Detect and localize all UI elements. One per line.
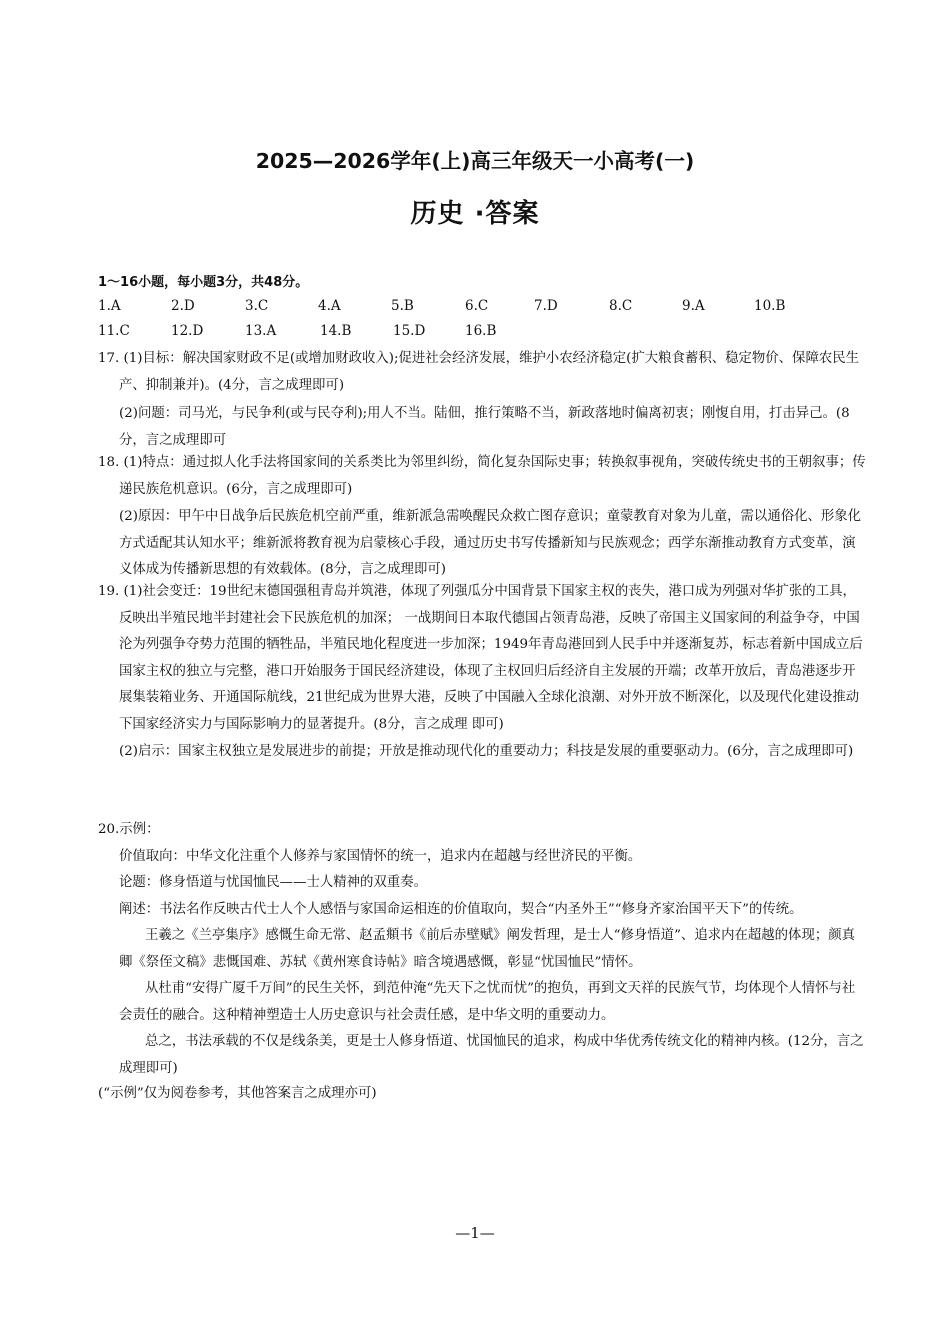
q20-paragraph-1: 王羲之《兰亭集序》感慨生命无常、赵孟頫书《前后赤壁赋》阐发哲理，是士人“修身悟道”、追求内在超越的体现；颜真卿《祭侄文稿》悲慨国难、苏轼《黄州寒食诗帖》暗含境遇感慨，彰显“忧国恤民”情怀。 xyxy=(119,928,855,970)
question-20 xyxy=(98,817,868,1104)
answer-item: 14.B xyxy=(320,323,352,339)
answer-row-2 xyxy=(98,323,818,343)
answer-item: 4.A xyxy=(318,298,341,314)
q18-part2: (2)原因：甲午中日战争后民族危机空前严重，维新派急需唤醒民众救亡图存意识；童蒙教育对象为儿童，需以通俗化、形象化方式适配其认知水平；维新派将教育视为启蒙核心手段，通过历史书写传播新知与民族观念；西学东渐推动教育方式变革，演义体成为传播新思想的有效载体。(8分，言之成理即可) xyxy=(119,509,862,577)
question-18 xyxy=(98,450,868,584)
q19-part1: 19. (1)社会变迁：19世纪末德国强租青岛并筑港，体现了列强瓜分中国背景下国家主权的丧失，港口成为列强对华扩张的工具，反映出半殖民地半封建社会下民族危机的加深； 一战期间日本取代德国占领青岛港，反映了帝国主义国家间的利益争夺，中国沦为列强争夺势力范围的牺牲品，半殖民地化程度进一步加深；1949年青岛港回到人民手中并逐渐复苏，标志着新中国成立后国家主权的独立与完整，港口开始服务于国民经济建设，体现了主权回归后经济自主发展的开端；改革开放后，青岛港逐步开展集装箱业务、开通国际航线，21世纪成为世界大港，反映了中国融入全球化浪潮、对外开放不断深化，以及现代化建设推动下国家经济实力与国际影响力的显著提升。(8分，言之成理 即可) xyxy=(98,584,863,732)
answer-item: 15.D xyxy=(393,323,426,339)
q18-part1: 18. (1)特点：通过拟人化手法将国家间的关系类比为邻里纠纷，简化复杂国际史事；转换叙事视角，突破传统史书的王朝叙事；传递民族危机意识。(6分，言之成理即可) xyxy=(98,455,866,497)
answer-item: 16.B xyxy=(465,323,497,339)
answer-row-1 xyxy=(98,298,818,318)
answer-item: 1.A xyxy=(98,298,121,314)
q17-part1: 17. (1)目标：解决国家财政不足(或增加财政收入);促进社会经济发展，维护小农经济稳定(扩大粮食蓄积、稳定物价、保障农民生产、抑制兼并)。(4分，言之成理即可) xyxy=(98,351,860,393)
answer-item: 12.D xyxy=(171,323,204,339)
question-17 xyxy=(98,346,868,454)
page-number: —1— xyxy=(455,1224,495,1242)
answer-item: 10.B xyxy=(754,298,786,314)
answer-item: 9.A xyxy=(682,298,705,314)
answer-item: 6.C xyxy=(465,298,489,314)
q20-note: (“示例”仅为阅卷参考，其他答案言之成理亦可) xyxy=(98,1086,377,1101)
answer-item: 8.C xyxy=(609,298,633,314)
question-19 xyxy=(98,579,868,766)
q20-value: 价值取向：中华文化注重个人修养与家国情怀的统一，追求内在超越与经世济民的平衡。 xyxy=(119,848,642,864)
answer-item: 5.B xyxy=(391,298,414,314)
q20-paragraph-2: 从杜甫“安得广厦千万间”的民生关怀，到范仲淹“先天下之忧而忧”的抱负，再到文天祥的民族气节，均体现个人情怀与社会责任的融合。这种精神塑造士人历史意识与社会责任感，是中华文明的重要动力。 xyxy=(119,981,856,1023)
q17-part2: (2)问题：司马光，与民争利(或与民夺利);用人不当。陆佃，推行策略不当，新政落地时偏离初衷；刚愎自用，打击异己。(8分，言之成理即可 xyxy=(119,406,850,448)
q19-part2: (2)启示：国家主权独立是发展进步的前提；开放是推动现代化的重要动力；科技是发展的重要驱动力。(6分，言之成理即可) xyxy=(119,744,854,759)
q20-label: 20.示例： xyxy=(98,822,160,837)
q20-exposition: 阐述：书法名作反映古代士人个人感悟与家国命运相连的价值取向，契合“内圣外王”“修身齐家治国平天下”的传统。 xyxy=(119,901,803,917)
answer-item: 7.D xyxy=(534,298,558,314)
answer-item: 3.C xyxy=(245,298,269,314)
q20-topic: 论题：修身悟道与忧国恤民——士人精神的双重奏。 xyxy=(119,875,427,890)
answer-item: 13.A xyxy=(245,323,277,339)
answer-item: 2.D xyxy=(171,298,195,314)
exam-title: 2025—2026学年(上)高三年级天一小高考(一) xyxy=(255,149,695,173)
answer-item: 11.C xyxy=(98,323,130,339)
subject-title: 历史 ·答案 xyxy=(410,199,540,229)
multiple-choice-heading: 1～16小题，每小题3分，共48分。 xyxy=(98,275,309,290)
q20-paragraph-3: 总之，书法承载的不仅是线条美，更是士人修身悟道、忧国恤民的追求，构成中华优秀传统文化的精神内核。(12分，言之成理即可) xyxy=(119,1034,864,1076)
